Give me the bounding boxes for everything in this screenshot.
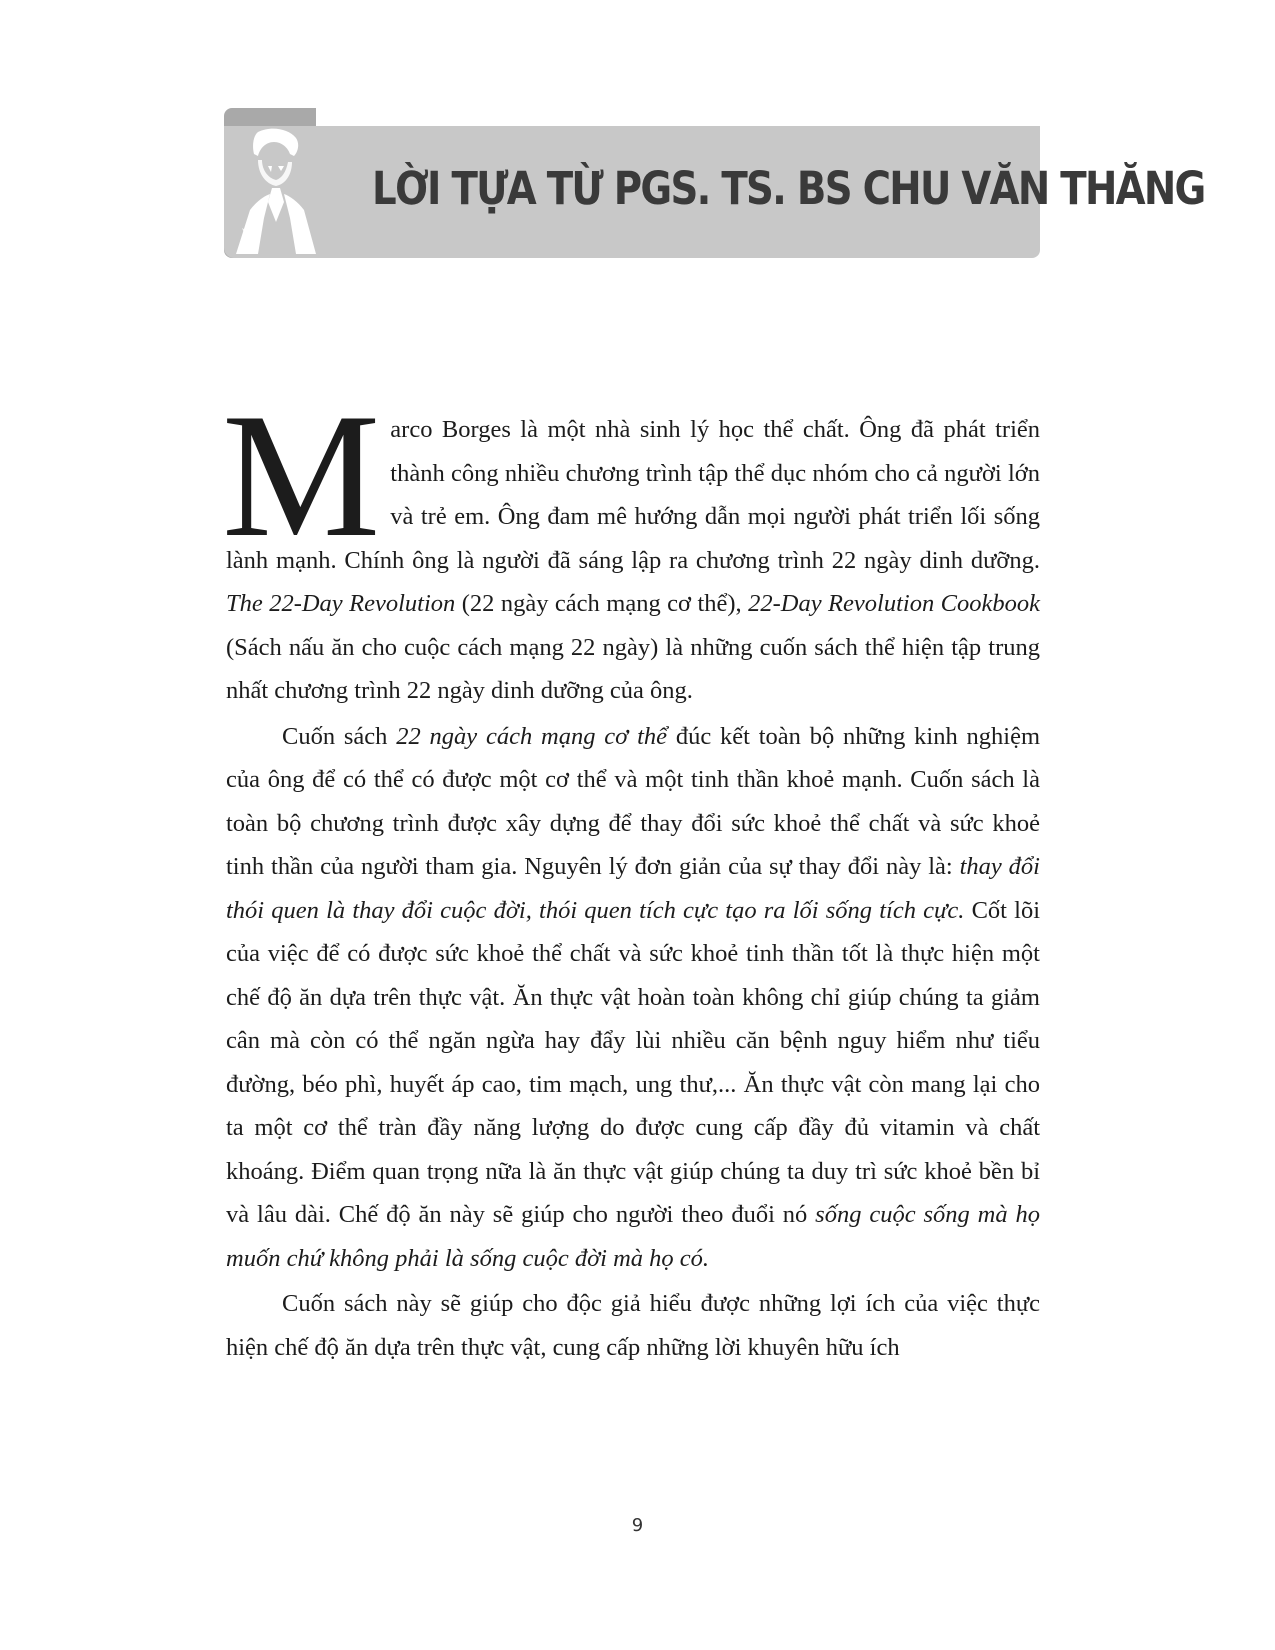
paragraph-3-text-1: Cuốn sách này sẽ giúp cho độc giả hiểu được những lợi ích của việc thực hiện chế độ ăn dựa trên thực vật, cung cấp những lời khuyên hữu ích xyxy=(226,1290,1040,1361)
page-number: 9 xyxy=(631,1515,644,1536)
paragraph-2-text-2: đúc kết toàn bộ những kinh nghiệm của ông để có thể có được một cơ thể và một tinh thần khoẻ mạnh. Cuốn sách là toàn bộ chương trình được xây dựng để thay đổi sức khoẻ thể chất và sức khoẻ tinh thần của người tham gia. Nguyên lý đơn giản của sự thay đổi này là: xyxy=(226,722,1041,880)
paragraph-1-text-1: arco Borges là một nhà sinh lý học thể chất. Ông đã phát triển thành công nhiều chương trình tập thể dục nhóm cho cả người lớn và trẻ em. Ông đam mê hướng dẫn mọi người phát triển lối sống lành mạnh. Chính ông là người đã sáng lập ra chương trình 22 ngày dinh dưỡng. xyxy=(226,416,1040,574)
paragraph-3 xyxy=(226,1282,1040,1369)
paragraph-2 xyxy=(226,715,1040,1281)
paragraph-2-text-3: Cốt lõi của việc để có được sức khoẻ thể chất và sức khoẻ tinh thần tốt là thực hiện một chế độ ăn dựa trên thực vật. Ăn thực vật hoàn toàn không chỉ giúp chúng ta giảm cân mà còn có thể ngăn ngừa hay đẩy lùi nhiều căn bệnh nguy hiểm như tiểu đường, béo phì, huyết áp cao, tim mạch, ung thư,... Ăn thực vật còn mang lại cho ta một cơ thể tràn đầy năng lượng do được cung cấp đầy đủ vitamin và chất khoáng. Điểm quan trọng nữa là ăn thực vật giúp chúng ta duy trì sức khoẻ bền bỉ và lâu dài. Chế độ ăn này sẽ giúp cho người theo đuổi nó xyxy=(226,896,1041,1228)
paragraph-1-text-2: (22 ngày cách mạng cơ thể), xyxy=(455,590,749,617)
chapter-title: LỜI TỰA TỪ PGS. TS. BS CHU VĂN THĂNG xyxy=(372,162,1205,215)
portrait-silhouette-icon xyxy=(228,126,318,256)
paragraph-1-text-3: (Sách nấu ăn cho cuộc cách mạng 22 ngày) là những cuốn sách thể hiện tập trung nhất chương trình 22 ngày dinh dưỡng của ông. xyxy=(226,633,1040,704)
chapter-header-banner xyxy=(224,108,1205,258)
life-quote: sống cuộc sống mà họ muốn chứ không phải là sống cuộc đời mà họ có. xyxy=(226,1201,1040,1272)
paragraph-1 xyxy=(222,376,1040,713)
book-title-22-day-revolution: The 22-Day Revolution xyxy=(226,590,456,617)
principle-quote: thay đổi thói quen là thay đổi cuộc đời, thói quen tích cực tạo ra lối sống tích cực. xyxy=(226,853,1040,924)
body-text xyxy=(222,376,1041,1369)
book-title-vietnamese: 22 ngày cách mạng cơ thể xyxy=(396,722,668,750)
drop-cap: M xyxy=(222,376,381,574)
paragraph-2-text-1: Cuốn sách xyxy=(282,722,397,750)
book-title-cookbook: 22-Day Revolution Cookbook xyxy=(748,590,1040,617)
